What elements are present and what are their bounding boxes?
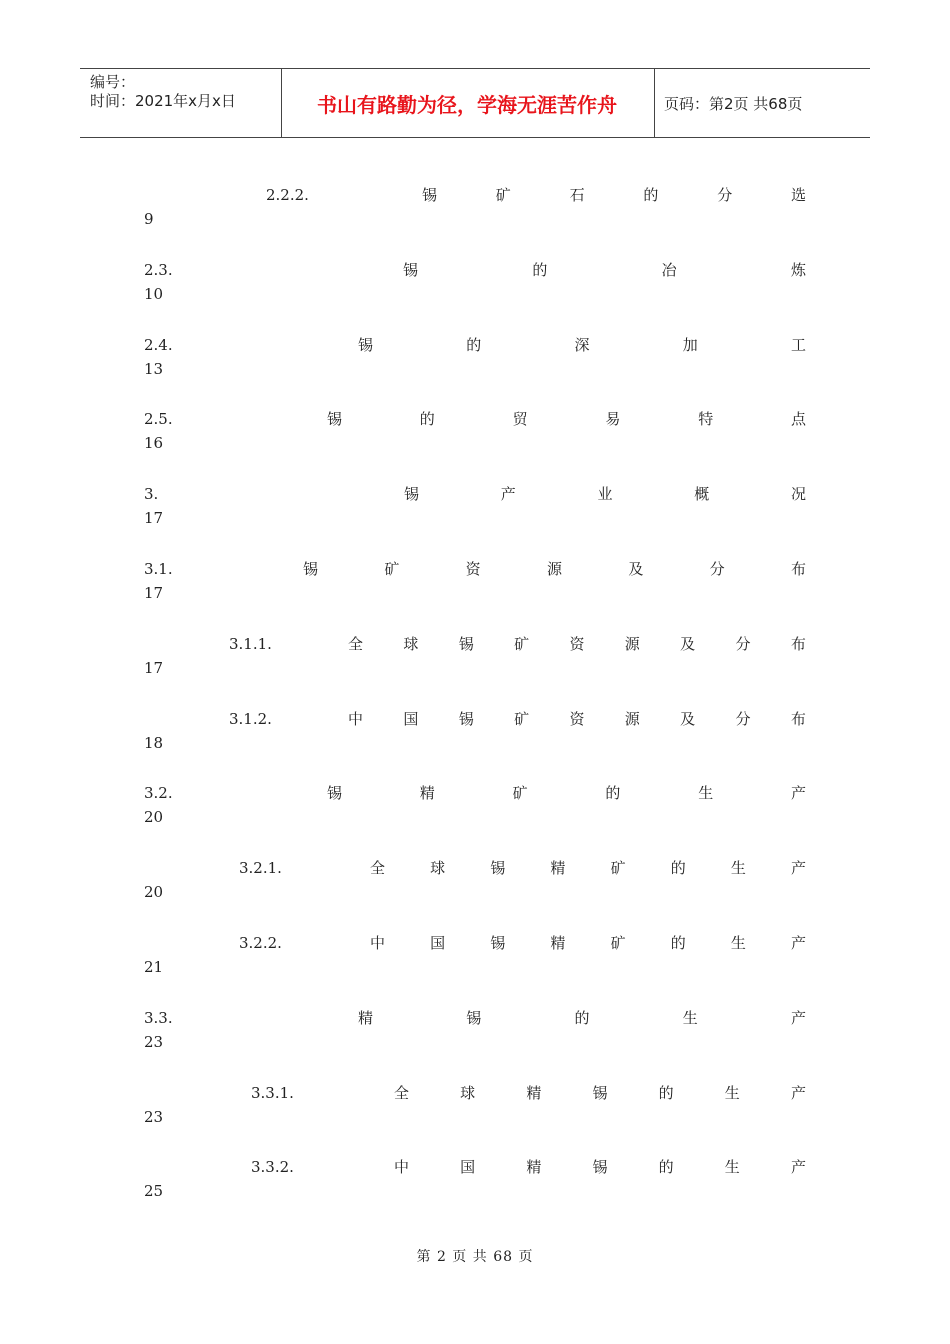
toc-title-char: 易	[605, 410, 621, 429]
toc-title-char: 全	[394, 1083, 410, 1102]
toc-title-char: 生	[698, 784, 714, 803]
toc-title-char: 锡	[592, 1158, 608, 1177]
toc-title-char: 锡	[592, 1083, 608, 1102]
toc-number: 3.2.1.	[239, 859, 282, 878]
toc-number: 3.1.	[144, 560, 173, 578]
header-motto: 书山有路勤为径，学海无涯苦作舟	[317, 92, 617, 117]
toc-entry[interactable]	[0, 933, 950, 983]
toc-page-number: 10	[144, 284, 164, 303]
toc-title-char: 精	[358, 1008, 374, 1027]
toc-page-number: 13	[144, 359, 164, 378]
toc-number: 3.1.1.	[229, 634, 272, 653]
toc-title-char: 资	[465, 560, 481, 578]
toc-title-char: 矿	[514, 634, 530, 653]
toc-title	[358, 335, 806, 355]
toc-title	[358, 1008, 806, 1028]
toc-number: 3.3.2.	[251, 1158, 294, 1177]
toc-title-char: 产	[790, 859, 806, 878]
toc-title-char: 的	[532, 260, 548, 279]
toc-title-char: 的	[605, 784, 621, 803]
toc-page-number: 17	[144, 509, 164, 528]
header-divider	[654, 69, 655, 137]
toc-title-char: 布	[790, 634, 806, 653]
toc-title	[348, 709, 806, 729]
toc-title-char: 锡	[458, 709, 474, 728]
toc-title-char: 锡	[490, 934, 506, 952]
toc-title-char: 生	[724, 1158, 740, 1177]
toc-title-char: 分	[735, 709, 751, 728]
toc-number: 3.2.	[144, 784, 173, 803]
toc-title-char: 生	[682, 1008, 698, 1027]
toc-title-char: 贸	[512, 410, 528, 429]
toc-title-char: 全	[348, 634, 364, 653]
toc-title-char: 业	[597, 485, 613, 504]
toc-title	[370, 933, 806, 953]
page-header	[80, 68, 870, 138]
toc-title-char: 冶	[661, 260, 677, 279]
toc-title-char: 生	[730, 934, 746, 952]
toc-page-number: 17	[144, 658, 164, 677]
toc-title-char: 球	[403, 634, 419, 653]
toc-entry[interactable]	[0, 783, 950, 833]
toc-title-char: 中	[348, 709, 364, 728]
toc-title-char: 及	[628, 560, 644, 578]
toc-title-char: 分	[717, 186, 733, 204]
toc-title-char: 精	[526, 1083, 542, 1102]
toc-entry[interactable]	[0, 185, 950, 235]
toc-page-number: 25	[144, 1182, 164, 1201]
toc-title-char: 锡	[327, 410, 343, 429]
toc-title-char: 及	[680, 709, 696, 728]
toc-page-number: 20	[144, 808, 164, 827]
toc-title	[404, 484, 806, 504]
toc-title-char: 源	[624, 634, 640, 653]
toc-title	[403, 260, 806, 280]
toc-page-number: 20	[144, 883, 164, 902]
toc-title-char: 矿	[512, 784, 528, 803]
toc-title-char: 炼	[790, 260, 806, 279]
toc-entry[interactable]	[0, 1083, 950, 1133]
toc-title-char: 锡	[403, 260, 419, 279]
toc-title-char: 精	[419, 784, 435, 803]
toc-title-char: 中	[394, 1158, 410, 1177]
toc-title-char: 的	[658, 1083, 674, 1102]
toc-title-char: 精	[526, 1158, 542, 1177]
toc-page-number: 23	[144, 1107, 164, 1126]
toc-number: 2.3.	[144, 260, 173, 279]
toc-entry[interactable]	[0, 484, 950, 534]
toc-title-char: 生	[730, 859, 746, 878]
toc-title-char: 锡	[422, 186, 438, 204]
toc-title-char: 源	[546, 560, 562, 578]
toc-title-char: 布	[790, 709, 806, 728]
toc-title-char: 球	[430, 859, 446, 878]
toc-page-number: 16	[144, 434, 164, 453]
toc-title-char: 全	[370, 859, 386, 878]
toc-title-char: 锡	[303, 560, 319, 578]
toc-number: 3.3.1.	[251, 1083, 294, 1102]
toc-title-char: 锡	[490, 859, 506, 878]
toc-title-char: 的	[670, 859, 686, 878]
time-label: 时间：2021年x月x日	[90, 92, 236, 110]
toc-entry[interactable]	[0, 634, 950, 684]
toc-title-char: 资	[569, 634, 585, 653]
toc-title-char: 特	[698, 410, 714, 429]
toc-title-char: 产	[790, 934, 806, 952]
toc-title-char: 产	[790, 1008, 806, 1027]
toc-entry[interactable]	[0, 858, 950, 908]
toc-entry[interactable]	[0, 559, 950, 609]
toc-title-char: 选	[790, 186, 806, 204]
toc-title-char: 源	[624, 709, 640, 728]
toc-title-char: 的	[643, 186, 659, 204]
serial-label: 编号：	[90, 73, 136, 91]
toc-title-char: 国	[403, 709, 419, 728]
toc-entry[interactable]	[0, 1008, 950, 1058]
toc-title	[422, 185, 806, 205]
toc-title-char: 分	[709, 560, 725, 578]
toc-page-number: 23	[144, 1032, 164, 1051]
toc-title	[370, 858, 806, 878]
toc-page-number: 9	[144, 210, 154, 228]
toc-title-char: 概	[694, 485, 710, 504]
header-meta	[80, 69, 280, 137]
toc-title-char: 的	[419, 410, 435, 429]
toc-title-char: 矿	[514, 709, 530, 728]
toc-title	[327, 409, 806, 429]
toc-number: 2.2.2.	[266, 186, 309, 204]
toc-number: 3.3.	[144, 1008, 173, 1027]
toc-title-char: 精	[550, 859, 566, 878]
toc-title	[394, 1083, 806, 1103]
toc-title-char: 分	[735, 634, 751, 653]
toc-title-char: 况	[790, 485, 806, 504]
toc-title-char: 锡	[358, 335, 374, 354]
toc-number: 3.1.2.	[229, 709, 272, 728]
toc-title-char: 矿	[610, 859, 626, 878]
toc-title	[348, 634, 806, 654]
toc-title-char: 的	[670, 934, 686, 952]
toc-title-char: 国	[430, 934, 446, 952]
toc-title-char: 点	[790, 410, 806, 429]
toc-title-char: 生	[724, 1083, 740, 1102]
toc-number: 2.4.	[144, 335, 173, 354]
toc-title-char: 产	[790, 784, 806, 803]
toc-title-char: 锡	[404, 485, 420, 504]
toc-title-char: 矿	[495, 186, 511, 204]
toc-title-char: 锡	[458, 634, 474, 653]
toc-number: 3.	[144, 485, 159, 504]
toc-title-char: 的	[658, 1158, 674, 1177]
toc-title-char: 产	[500, 485, 516, 504]
toc-title	[394, 1157, 806, 1177]
toc-page-number: 21	[144, 958, 164, 976]
toc-number: 3.2.2.	[239, 934, 282, 952]
toc-title-char: 球	[460, 1083, 476, 1102]
toc-title-char: 及	[680, 634, 696, 653]
toc-title-char: 精	[550, 934, 566, 952]
toc-page-number: 17	[144, 584, 164, 602]
toc-title-char: 锡	[327, 784, 343, 803]
toc-title-char: 工	[790, 335, 806, 354]
toc-title-char: 布	[790, 560, 806, 578]
toc-title-char: 产	[790, 1158, 806, 1177]
toc-title-char: 国	[460, 1158, 476, 1177]
toc-title-char: 矿	[384, 560, 400, 578]
page-footer: 第 2 页 共 68 页	[416, 1249, 534, 1265]
toc-title-char: 矿	[610, 934, 626, 952]
toc-entry[interactable]	[0, 409, 950, 459]
toc-title-char: 锡	[466, 1008, 482, 1027]
toc-entry[interactable]	[0, 709, 950, 759]
toc-title-char: 中	[370, 934, 386, 952]
toc-title-char: 的	[466, 335, 482, 354]
toc-title-char: 的	[574, 1008, 590, 1027]
toc-title	[303, 559, 806, 579]
toc-title-char: 深	[574, 335, 590, 354]
toc-title-char: 资	[569, 709, 585, 728]
toc-title	[327, 783, 806, 803]
toc-title-char: 石	[569, 186, 585, 204]
toc-page-number: 18	[144, 733, 164, 752]
header-page-info: 页码：第2页 共68页	[664, 94, 803, 113]
toc-title-char: 产	[790, 1083, 806, 1102]
toc-entry[interactable]	[0, 1157, 950, 1207]
toc-number: 2.5.	[144, 410, 173, 429]
toc-title-char: 加	[682, 335, 698, 354]
toc-entry[interactable]	[0, 335, 950, 385]
toc-entry[interactable]	[0, 260, 950, 310]
